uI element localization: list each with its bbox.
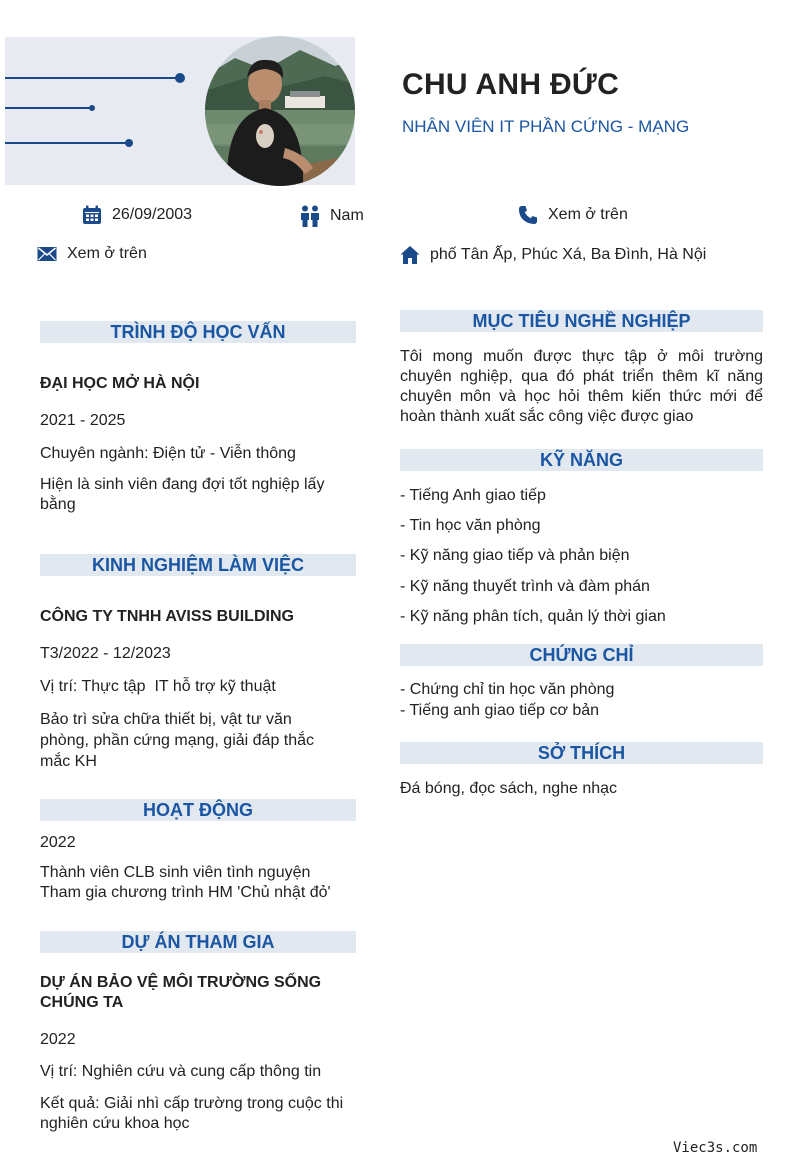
email-info bbox=[37, 245, 147, 263]
projects-heading: DỰ ÁN THAM GIA bbox=[40, 931, 356, 953]
skill-item: - Tiếng Anh giao tiếp bbox=[400, 487, 546, 504]
school-name: ĐẠI HỌC MỞ HÀ NỘI bbox=[40, 375, 200, 392]
gender-info bbox=[300, 205, 364, 227]
project-result: Kết quả: Giải nhì cấp trường trong cuộc thi nghiên cứu khoa học bbox=[40, 1095, 344, 1132]
skill-item: - Kỹ năng phân tích, quản lý thời gian bbox=[400, 608, 666, 625]
objective-text: Tôi mong muốn được thực tập ở môi trường chuyên nghiệp, qua đó phát triển thêm kĩ năng chuyên môn và học hỏi thêm kiến thức mới để hoàn thành xuất sắc công việc được giao bbox=[400, 348, 763, 425]
activities-line-1: Thành viên CLB sinh viên tình nguyện bbox=[40, 864, 311, 881]
certificates-heading: CHỨNG CHỈ bbox=[400, 644, 763, 666]
skill-item: - Kỹ năng thuyết trình và đàm phán bbox=[400, 578, 650, 595]
decorative-line bbox=[5, 142, 128, 144]
birthday-info bbox=[82, 205, 192, 225]
experience-description: Bảo trì sửa chữa thiết bị, vật tư văn phòng, phần cứng mạng, giải đáp thắc mắc KH bbox=[40, 711, 315, 770]
experience-heading: KINH NGHIỆM LÀM VIỆC bbox=[40, 554, 356, 576]
decorative-dot bbox=[89, 105, 95, 111]
avatar-photo bbox=[205, 36, 355, 186]
activities-year: 2022 bbox=[40, 834, 76, 851]
certificate-item: - Chứng chỉ tin học văn phòng bbox=[400, 681, 615, 698]
education-period: 2021 - 2025 bbox=[40, 412, 126, 429]
address-info bbox=[400, 245, 706, 265]
job-title: NHÂN VIÊN IT PHẦN CỨNG - MẠNG bbox=[402, 117, 690, 136]
company-name: CÔNG TY TNHH AVISS BUILDING bbox=[40, 608, 294, 625]
hobbies-text: Đá bóng, đọc sách, nghe nhạc bbox=[400, 780, 618, 797]
objective-heading: MỤC TIÊU NGHỀ NGHIỆP bbox=[400, 310, 763, 332]
phone-info bbox=[518, 205, 628, 225]
skills-heading: KỸ NĂNG bbox=[400, 449, 763, 471]
hobbies-heading: SỞ THÍCH bbox=[400, 742, 763, 764]
phone-text: Xem ở trên bbox=[548, 206, 628, 223]
phone-icon bbox=[518, 205, 538, 225]
people-icon bbox=[300, 205, 320, 227]
decorative-line bbox=[5, 107, 93, 109]
decorative-dot bbox=[125, 139, 133, 147]
experience-position: Vị trí: Thực tập IT hỗ trợ kỹ thuật bbox=[40, 678, 276, 695]
address-text: phố Tân Ấp, Phúc Xá, Ba Đình, Hà Nội bbox=[430, 246, 707, 263]
activities-heading: HOẠT ĐỘNG bbox=[40, 799, 356, 821]
skill-item: - Tin học văn phòng bbox=[400, 517, 541, 534]
email-text: Xem ở trên bbox=[67, 245, 147, 262]
watermark: Viec3s.com bbox=[673, 1140, 758, 1156]
experience-period: T3/2022 - 12/2023 bbox=[40, 645, 171, 662]
certificate-item: - Tiếng anh giao tiếp cơ bản bbox=[400, 702, 600, 719]
activities-line-2: Tham gia chương trình HM 'Chủ nhật đỏ' bbox=[40, 884, 331, 901]
decorative-line bbox=[5, 77, 180, 79]
candidate-name: CHU ANH ĐỨC bbox=[402, 68, 620, 101]
education-status: Hiện là sinh viên đang đợi tốt nghiệp lấy bằng bbox=[40, 476, 325, 513]
skill-item: - Kỹ năng giao tiếp và phản biện bbox=[400, 547, 630, 564]
project-name: DỰ ÁN BẢO VỆ MÔI TRƯỜNG SỐNG CHÚNG TA bbox=[40, 974, 322, 1011]
education-heading: TRÌNH ĐỘ HỌC VẤN bbox=[40, 321, 356, 343]
home-icon bbox=[400, 245, 420, 265]
project-year: 2022 bbox=[40, 1031, 76, 1048]
education-major: Chuyên ngành: Điện tử - Viễn thông bbox=[40, 445, 296, 462]
gender-text: Nam bbox=[330, 207, 364, 224]
project-role: Vị trí: Nghiên cứu và cung cấp thông tin bbox=[40, 1063, 322, 1080]
decorative-dot bbox=[175, 73, 185, 83]
birthday-text: 26/09/2003 bbox=[112, 206, 193, 223]
envelope-icon bbox=[37, 246, 57, 262]
calendar-icon bbox=[82, 205, 102, 225]
